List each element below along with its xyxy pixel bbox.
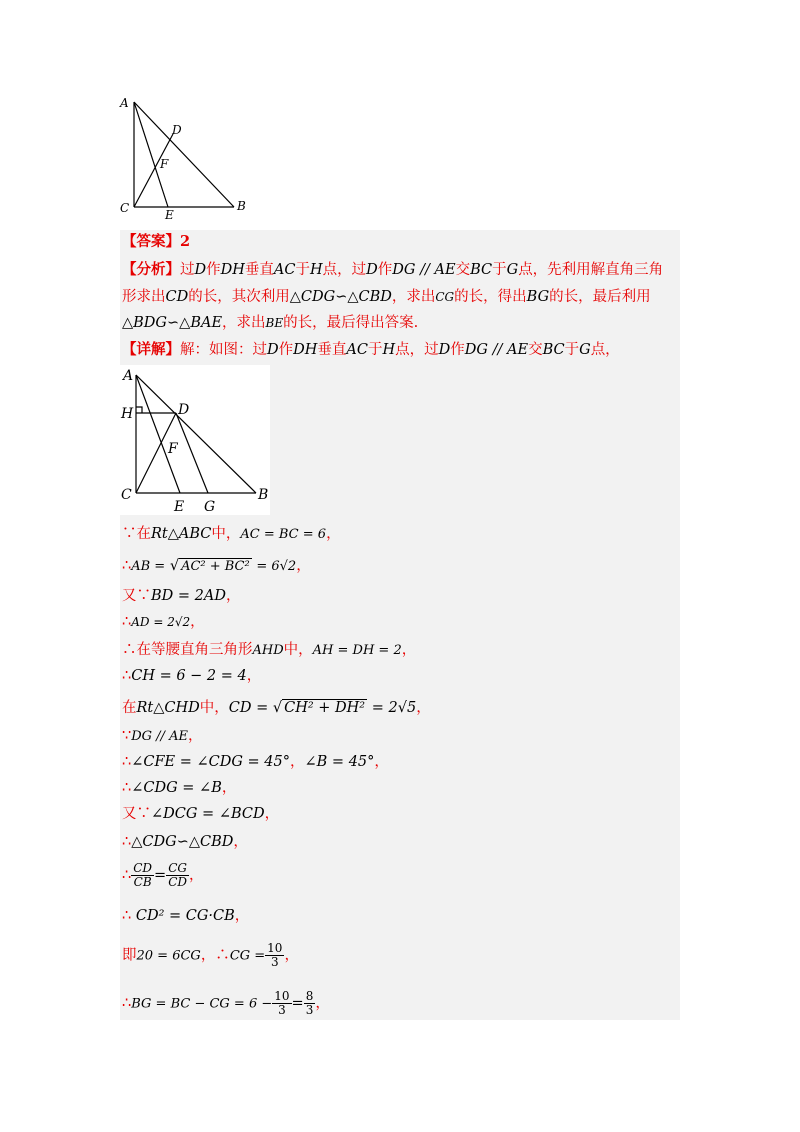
analysis-line-1 [122, 260, 663, 280]
math: Rt△CHD [136, 700, 200, 716]
math: CG = [229, 948, 266, 964]
math: BG [526, 289, 550, 305]
text: 的长，其次利用 [188, 289, 290, 305]
text: 的长，最后得出答案. [283, 315, 419, 331]
math: 20 = 6CG [136, 948, 201, 964]
text: 点，过 [395, 342, 439, 358]
text: 作 [206, 262, 221, 278]
text: ， [315, 995, 330, 1012]
math: H [382, 342, 396, 358]
step-3 [122, 586, 240, 606]
text: 中， [211, 526, 241, 542]
step-1 [122, 524, 341, 545]
text: 于 [492, 262, 507, 278]
detail-tag: 【详解】 [122, 341, 180, 358]
step-6 [122, 666, 261, 686]
math: AC [273, 262, 296, 278]
step-2: ∴AB = √ AC² + BC² = 6√2， [122, 558, 311, 574]
text: 解：如图：过 [180, 342, 267, 358]
math: △BDG∽△BAE [122, 315, 223, 331]
math: CD = [228, 700, 269, 716]
text: ∵在 [122, 526, 151, 542]
step-11 [122, 804, 279, 824]
text: ， [326, 526, 341, 542]
text: 的长，最后利用 [549, 289, 651, 305]
math: DH [220, 262, 245, 278]
analysis-line-3 [122, 313, 418, 333]
math: AH = DH = 2 [312, 643, 402, 658]
text: 于 [564, 342, 580, 358]
math: BC [470, 262, 493, 278]
text: 于 [368, 342, 383, 358]
step-5 [122, 640, 416, 661]
text: ， [246, 668, 262, 684]
math: G [579, 342, 591, 358]
text: ，求出 [391, 289, 436, 305]
step-10 [122, 778, 236, 798]
text: ∴在等腰直角三角形 [122, 642, 253, 658]
math: △CDG∽△CBD [289, 289, 392, 305]
detail-line [122, 340, 620, 360]
denominator: 3 [270, 955, 279, 969]
math: D [194, 262, 207, 278]
math: Rt△ABC [151, 526, 212, 542]
math: AB = [131, 559, 166, 574]
math: CD² = CG·CB [135, 908, 235, 924]
math: BE [265, 316, 284, 330]
geometry-figure-2 [118, 365, 270, 515]
step-7: 在Rt△CHD中，CD = √ CH² + DH² = 2√5， [122, 700, 431, 716]
math: BG = BC − CG = 6 − [131, 996, 273, 1012]
label-D: D [172, 123, 182, 137]
denominator: CD [168, 875, 188, 889]
math: DG // AE [464, 342, 529, 358]
text: ， [374, 754, 389, 770]
text: 又∵ [122, 588, 151, 604]
text: ， [401, 642, 417, 658]
label-F: F [168, 441, 178, 457]
math: D [438, 342, 451, 358]
label-C: C [120, 201, 130, 215]
math: ∠B = 45° [304, 754, 375, 770]
text: ，∴ [200, 947, 230, 964]
text: 中， [199, 700, 229, 716]
denominator: 3 [278, 1003, 286, 1017]
text: ∴ [122, 780, 132, 796]
text: ， [264, 806, 280, 822]
math: AC² + BC² [181, 559, 250, 574]
numerator: CD [133, 861, 153, 875]
denominator: 3 [305, 1003, 314, 1017]
text: ∴ [122, 908, 132, 924]
fraction [265, 942, 284, 969]
analysis-tag: 【分析】 [122, 261, 180, 278]
text: ， [416, 700, 431, 716]
numerator: 10 [274, 989, 290, 1003]
text: ， [225, 588, 241, 604]
text: 形求出 [122, 289, 166, 305]
math: CH = 6 − 2 = 4 [131, 668, 247, 684]
text: ， [296, 558, 311, 574]
answer-tag: 【答案】 [122, 233, 180, 250]
step-4 [122, 612, 205, 632]
text: ∴ [122, 867, 132, 884]
text: ∴ [122, 558, 132, 574]
math: DG // AE [392, 262, 456, 278]
label-B: B [258, 487, 269, 503]
math: AC = BC = 6 [240, 527, 327, 542]
text: ∴ [122, 754, 132, 770]
math: DH [293, 342, 318, 358]
text: ， [233, 834, 248, 850]
text: 交 [455, 262, 471, 278]
label-E: E [165, 208, 174, 222]
numerator: 10 [267, 941, 283, 955]
text: 垂直 [317, 342, 347, 358]
fraction [304, 990, 316, 1017]
math: CG [435, 290, 455, 304]
text: 作 [377, 262, 393, 278]
text: ∵ [122, 728, 132, 744]
analysis-line-2 [122, 287, 651, 307]
text: ， [290, 754, 305, 770]
text: ∴ [122, 834, 132, 850]
text: ， [284, 947, 299, 964]
text: 作 [450, 342, 465, 358]
segment-AB [134, 102, 234, 207]
step-15 [122, 942, 299, 969]
math: D [366, 262, 378, 278]
text: 点， [590, 342, 620, 358]
text: 交 [528, 342, 543, 358]
step-16 [122, 990, 330, 1017]
answer-line [122, 232, 190, 252]
text: 的长，得出 [454, 289, 527, 305]
text: ∴ [122, 668, 132, 684]
math: D [267, 342, 279, 358]
step-13 [122, 862, 204, 889]
math: BC [542, 342, 565, 358]
text: ∴ [122, 995, 132, 1012]
answer-value: 2 [180, 233, 191, 250]
label-G: G [204, 499, 216, 515]
math: CD [165, 289, 189, 305]
math: ∠CFE = ∠CDG = 45° [131, 754, 291, 770]
fraction [272, 990, 291, 1017]
math: DG // AE [131, 729, 188, 744]
text: 点，过 [322, 262, 367, 278]
math: = 6√2 [256, 559, 297, 574]
segment-AE [134, 102, 168, 207]
text: ， [234, 908, 250, 924]
text: ， [221, 780, 237, 796]
step-9 [122, 752, 389, 772]
text: ，求出 [222, 315, 266, 331]
text: ， [189, 867, 204, 884]
math: = [291, 995, 304, 1012]
math: AHD [252, 643, 284, 658]
math: = [154, 867, 167, 884]
math: ∠CDG = ∠B [131, 780, 222, 796]
text: 作 [278, 342, 294, 358]
step-12 [122, 832, 248, 852]
label-A: A [120, 96, 129, 110]
math: BD = 2AD [151, 588, 226, 604]
fraction [131, 862, 154, 889]
label-C: C [121, 487, 132, 503]
geometry-figure-1 [112, 90, 272, 222]
step-14 [122, 906, 249, 926]
text: 点，先利用解直角三角 [518, 262, 664, 278]
label-F: F [160, 157, 169, 171]
numerator: CG [166, 862, 189, 876]
math: AC [346, 342, 368, 358]
denominator: CB [133, 875, 152, 889]
label-E: E [174, 499, 185, 515]
text: 垂直 [244, 262, 274, 278]
text: 过 [180, 262, 195, 278]
text: 于 [295, 262, 310, 278]
text: ∴ [122, 614, 132, 630]
step-8 [122, 726, 202, 747]
math: G [506, 262, 519, 278]
math: H [310, 262, 323, 278]
math: ∠DCG = ∠BCD [151, 806, 265, 822]
math: AD = 2√2 [131, 615, 191, 629]
text: 中， [283, 642, 313, 658]
label-A: A [123, 368, 134, 384]
math: CH² + DH² [284, 700, 366, 716]
text: 在 [122, 700, 137, 716]
text: ， [187, 728, 203, 744]
text: 又∵ [122, 806, 151, 822]
math: = 2√5 [371, 700, 417, 716]
label-B: B [237, 199, 246, 213]
numerator: 8 [305, 989, 314, 1003]
text: ， [190, 614, 205, 630]
math: △CDG∽△CBD [131, 834, 234, 850]
fraction [166, 862, 189, 889]
label-H: H [121, 406, 134, 422]
text: 即 [122, 947, 137, 964]
label-D: D [178, 402, 190, 418]
